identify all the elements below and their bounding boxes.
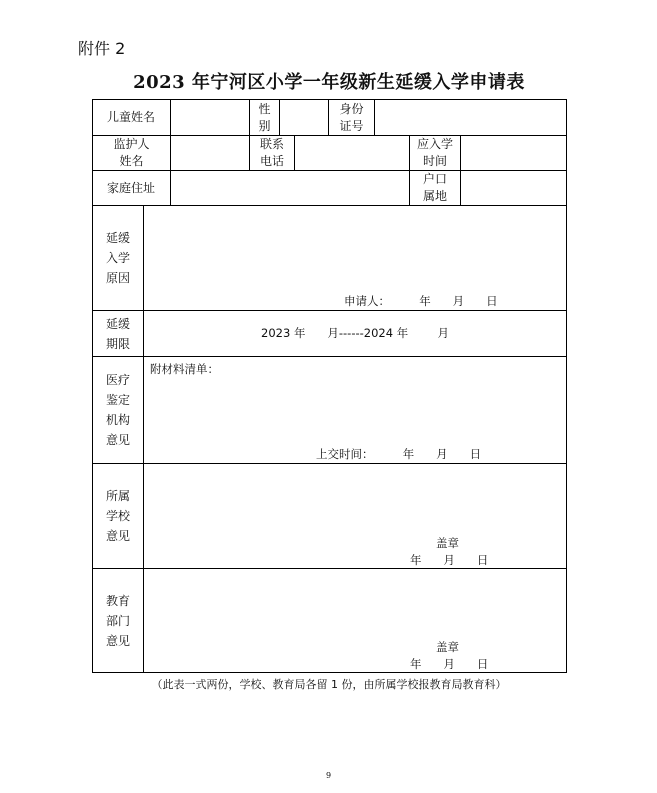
- enrollment-time-field[interactable]: [461, 136, 566, 170]
- gender-label: 性 别: [258, 101, 271, 133]
- edu-seal-label: 盖章: [436, 640, 459, 654]
- attachment-label: 附件 2: [78, 39, 126, 58]
- edu-opinion-field[interactable]: [144, 569, 566, 637]
- delay-reason-label: [93, 206, 143, 310]
- id-number-field[interactable]: [375, 100, 566, 135]
- guardian-name-field[interactable]: [171, 136, 249, 170]
- delay-period-label: [93, 311, 143, 356]
- enrollment-time-label: 应入学 时间: [416, 137, 453, 168]
- applicant-sign-line: 申请人： 年 月 日: [344, 294, 498, 308]
- submit-time-line: 上交时间： 年 月 日: [316, 447, 482, 461]
- medical-opinion-label: [93, 357, 143, 463]
- page-number: 9: [325, 771, 332, 780]
- gender-field[interactable]: [280, 100, 328, 135]
- child-name-label: 儿童姓名: [107, 110, 156, 124]
- row-divider-5: [92, 356, 566, 357]
- contact-phone-label: 联系 电话: [259, 137, 284, 168]
- delay-reason-label-text: 延缓 入学 原因: [105, 231, 130, 285]
- school-opinion-field[interactable]: [144, 464, 566, 534]
- form-title: 2023 年宁河区小学一年级新生延缓入学申请表: [133, 72, 525, 93]
- id-number-label: 身份 证号: [339, 101, 364, 133]
- table-border-bottom: [92, 672, 567, 673]
- edu-opinion-label-text: 教育 部门 意见: [105, 593, 130, 648]
- edu-opinion-label: [93, 569, 143, 672]
- school-date-line: 年 月 日: [410, 553, 489, 567]
- footer-note: （此表一式两份，学校、教育局各留 1 份，由所属学校报教育局教育科）: [151, 678, 507, 691]
- delay-period-label-text: 延缓 期限: [105, 316, 130, 351]
- edu-date-line: 年 月 日: [410, 657, 489, 671]
- attached-materials-label: 附材料清单：: [150, 362, 219, 376]
- table-border-right: [566, 99, 567, 673]
- guardian-name-label: 监护人 姓名: [113, 137, 150, 168]
- medical-opinion-field[interactable]: [144, 376, 566, 446]
- delay-period-value[interactable]: 2023 年 月------2024 年 月: [261, 326, 449, 340]
- medical-opinion-label-text: 医疗 鉴定 机构 意见: [105, 373, 130, 447]
- hukou-field[interactable]: [461, 171, 566, 205]
- home-address-label: 家庭住址: [107, 180, 156, 195]
- school-opinion-label: [93, 464, 143, 568]
- school-seal-label: 盖章: [436, 536, 459, 550]
- child-name-field[interactable]: [171, 100, 249, 135]
- contact-phone-field[interactable]: [295, 136, 409, 170]
- school-opinion-label-text: 所属 学校 意见: [105, 489, 130, 543]
- hukou-label: 户口 属地: [422, 172, 447, 203]
- home-address-field[interactable]: [171, 171, 409, 205]
